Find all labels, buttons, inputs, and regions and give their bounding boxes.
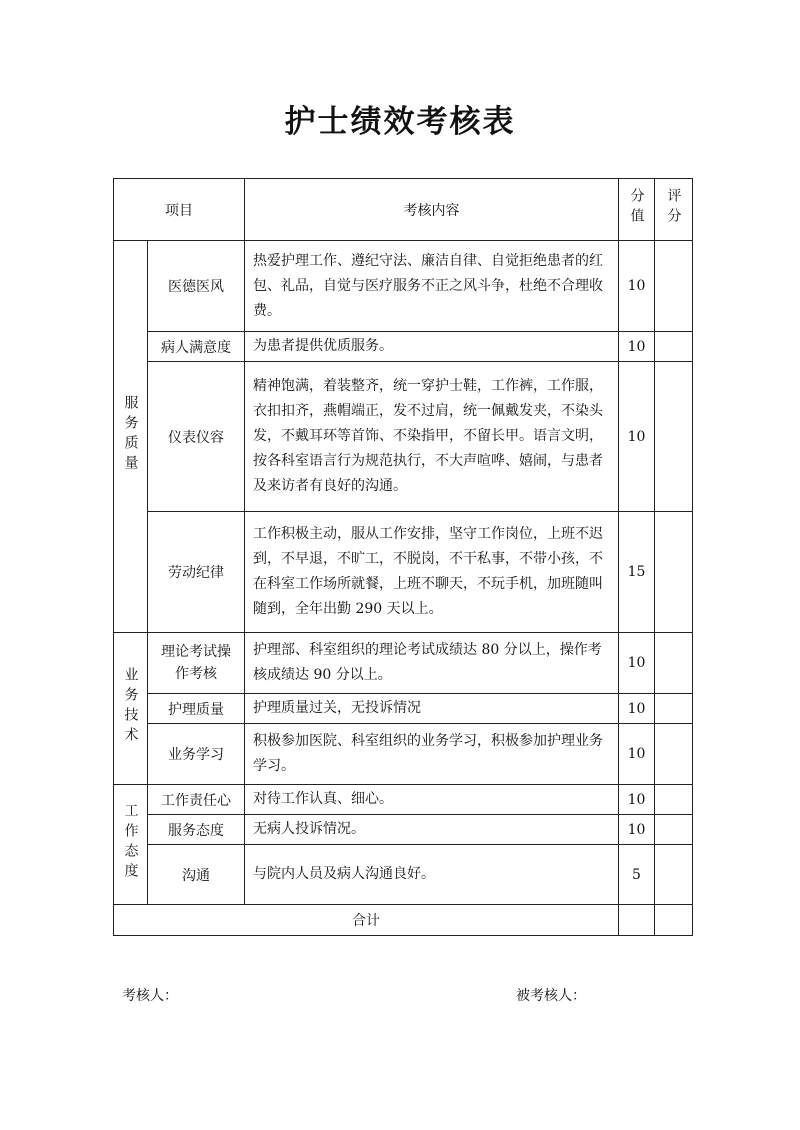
assessment-table <box>113 178 693 936</box>
row-points: 10 <box>619 694 655 724</box>
total-score-cell[interactable] <box>655 905 693 936</box>
assessor-label: 考核人： <box>122 988 178 1004</box>
table-header-row <box>114 179 693 241</box>
score-cell[interactable] <box>655 724 693 785</box>
row-points: 10 <box>619 633 655 694</box>
score-cell[interactable] <box>655 362 693 512</box>
row-content: 为患者提供优质服务。 <box>245 332 619 362</box>
row-content: 精神饱满，着装整齐，统一穿护士鞋，工作裤，工作服，衣扣扣齐，燕帽端正，发不过肩，统一佩戴发夹，不染头发，不戴耳环等首饰、不染指甲，不留长甲。语言文明，按各科室语言行为规范执行，不大声喧哗、嬉闹，与患者及来访者有良好的沟通。 <box>245 362 619 512</box>
score-cell[interactable] <box>655 815 693 845</box>
row-item: 病人满意度 <box>148 332 245 362</box>
row-points: 10 <box>619 362 655 512</box>
table-row <box>114 241 693 332</box>
row-item: 护理质量 <box>148 694 245 724</box>
page-title: 护士绩效考核表 <box>284 104 516 140</box>
score-cell[interactable] <box>655 512 693 633</box>
row-content: 护理部、科室组织的理论考试成绩达 80 分以上，操作考核成绩达 90 分以上。 <box>245 633 619 694</box>
table-row <box>114 785 693 815</box>
row-content: 无病人投诉情况。 <box>245 815 619 845</box>
table-row <box>114 332 693 362</box>
row-content: 工作积极主动，服从工作安排，坚守工作岗位，上班不迟到，不早退，不旷工，不脱岗，不干私事，不带小孩，不在科室工作场所就餐，上班不聊天，不玩手机，加班随叫随到，全年出勤 290 天以上。 <box>245 512 619 633</box>
header-score: 评分 <box>655 179 693 241</box>
score-cell[interactable] <box>655 633 693 694</box>
group-attitude: 工作态度 <box>114 785 148 905</box>
group-skill: 业务技术 <box>114 633 148 785</box>
table-row <box>114 633 693 694</box>
score-cell[interactable] <box>655 785 693 815</box>
table-row <box>114 724 693 785</box>
row-content: 对待工作认真、细心。 <box>245 785 619 815</box>
header-item: 项目 <box>114 179 245 241</box>
header-content: 考核内容 <box>245 179 619 241</box>
row-item: 业务学习 <box>148 724 245 785</box>
row-points: 10 <box>619 332 655 362</box>
score-cell[interactable] <box>655 845 693 905</box>
table-row <box>114 362 693 512</box>
row-points: 10 <box>619 241 655 332</box>
row-points: 15 <box>619 512 655 633</box>
row-content: 积极参加医院、科室组织的业务学习，积极参加护理业务学习。 <box>245 724 619 785</box>
score-cell[interactable] <box>655 332 693 362</box>
row-content: 与院内人员及病人沟通良好。 <box>245 845 619 905</box>
score-cell[interactable] <box>655 241 693 332</box>
table-row <box>114 815 693 845</box>
total-label: 合计 <box>114 905 619 936</box>
table-row <box>114 845 693 905</box>
row-item: 服务态度 <box>148 815 245 845</box>
total-points-cell <box>619 905 655 936</box>
table-row <box>114 694 693 724</box>
row-points: 10 <box>619 785 655 815</box>
row-content: 热爱护理工作、遵纪守法、廉洁自律、自觉拒绝患者的红包、礼品，自觉与医疗服务不正之风斗争，杜绝不合理收费。 <box>245 241 619 332</box>
row-item: 医德医风 <box>148 241 245 332</box>
score-cell[interactable] <box>655 694 693 724</box>
group-service: 服务质量 <box>114 241 148 633</box>
row-item: 沟通 <box>148 845 245 905</box>
row-item: 理论考试操作考核 <box>148 633 245 694</box>
table-row <box>114 512 693 633</box>
assessee-label: 被考核人： <box>516 988 586 1004</box>
row-points: 10 <box>619 724 655 785</box>
row-item: 仪表仪容 <box>148 362 245 512</box>
row-item: 工作责任心 <box>148 785 245 815</box>
row-content: 护理质量过关，无投诉情况 <box>245 694 619 724</box>
row-points: 10 <box>619 815 655 845</box>
header-points: 分值 <box>619 179 655 241</box>
row-item: 劳动纪律 <box>148 512 245 633</box>
total-row <box>114 905 693 936</box>
row-points: 5 <box>619 845 655 905</box>
